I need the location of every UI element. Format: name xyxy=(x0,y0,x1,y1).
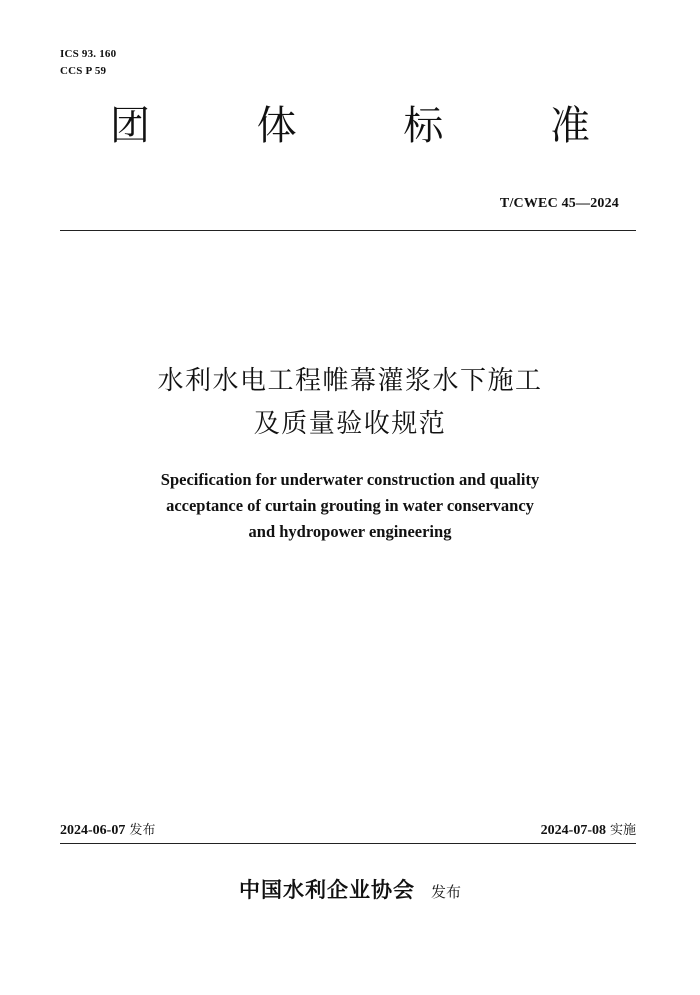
implement-label: 实施 xyxy=(609,823,636,838)
release-date: 2024-06-07 xyxy=(60,823,126,838)
standard-type-char: 标 xyxy=(403,103,444,149)
title-english-line-2: acceptance of curtain grouting in water conservancy xyxy=(166,496,534,515)
ics-code: ICS 93. 160 xyxy=(60,48,117,60)
publisher-action: 发布 xyxy=(430,883,461,901)
ccs-code: CCS P 59 xyxy=(60,65,107,77)
title-chinese-line-1: 水利水电工程帷幕灌浆水下施工 xyxy=(157,366,543,396)
title-english-line-3: and hydropower engineering xyxy=(248,522,452,541)
standard-type-char: 体 xyxy=(256,103,297,149)
standard-number: T/CWEC 45—2024 xyxy=(499,196,619,211)
header-divider xyxy=(60,230,636,231)
implement-date: 2024-07-08 xyxy=(540,823,606,838)
publisher-line xyxy=(0,876,700,904)
implement-date-line xyxy=(541,822,636,840)
standard-type-char: 团 xyxy=(110,103,150,149)
footer-divider xyxy=(60,843,636,844)
standard-type-heading xyxy=(100,100,600,152)
publisher-name: 中国水利企业协会 xyxy=(238,877,415,902)
standard-type-char: 准 xyxy=(549,103,590,149)
title-english-line-1: Specification for underwater construction and quality xyxy=(160,470,540,489)
release-date-line xyxy=(60,822,155,840)
release-label: 发布 xyxy=(129,823,156,838)
title-chinese-line-2: 及质量验收规范 xyxy=(253,409,447,439)
